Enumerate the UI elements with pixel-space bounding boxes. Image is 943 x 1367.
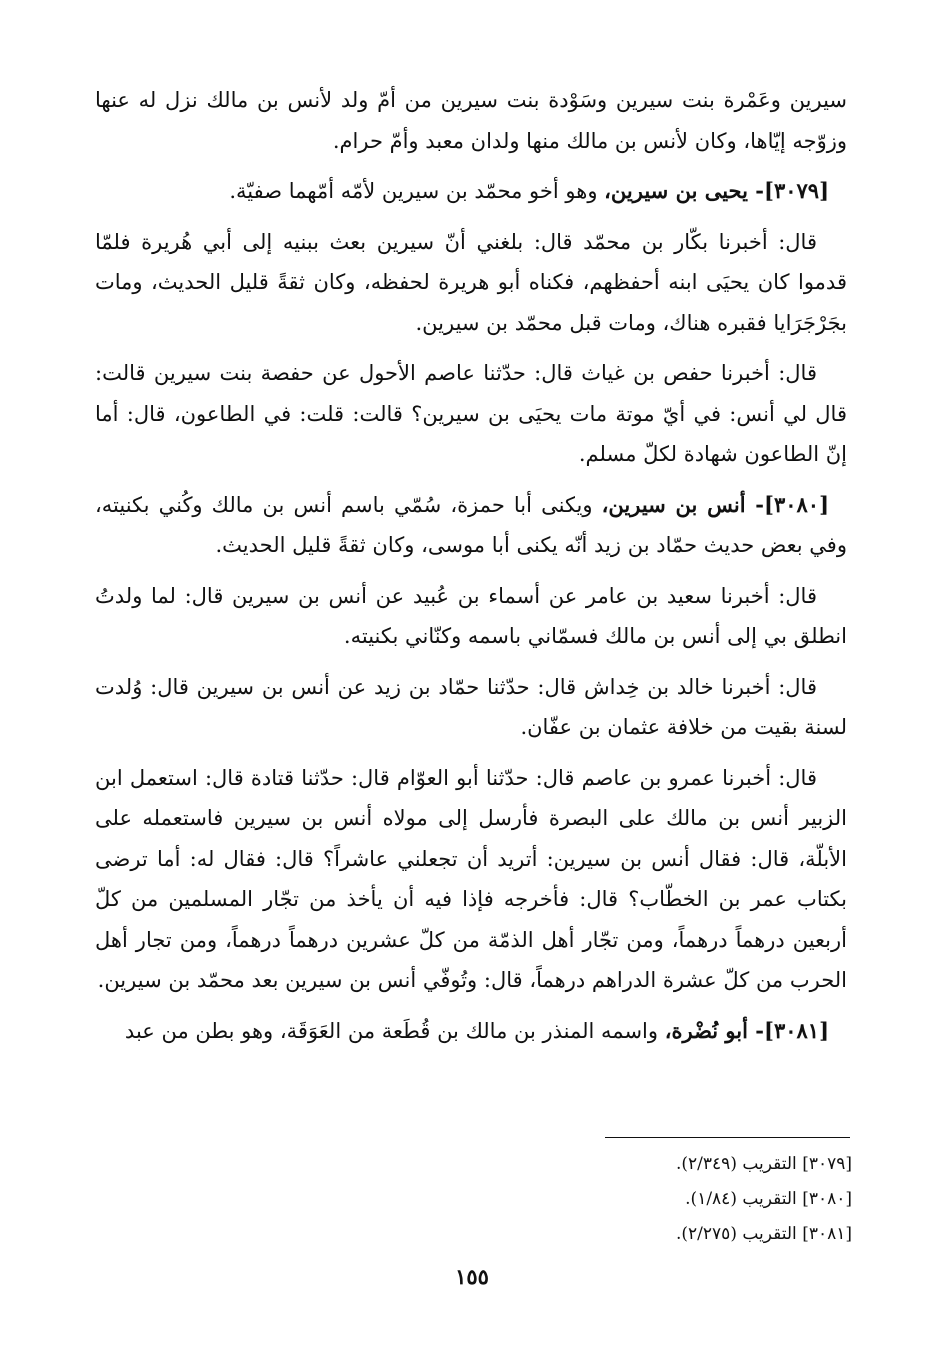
entry-3080 [95,485,847,566]
paragraph-7-text: قال: أخبرنا خالد بن خِداش قال: حدّثنا حمّاد بن زيد عن أنس بن سيرين قال: وُلدت لسنة بقيت من خلافة عثمان بن عفّان. [95,674,847,739]
paragraph-7 [95,667,847,748]
footnote-3080: [٣٠٨٠] التقريب (١/٨٤). [685,1189,852,1209]
paragraph-3 [95,222,847,344]
footnote-3079: [٣٠٧٩] التقريب (٢/٣٤٩). [676,1154,852,1174]
footnote-divider [605,1137,850,1138]
paragraph-3-text: قال: أخبرنا بكّار بن محمّد قال: بلغني أنّ سيرين بعث ببنيه إلى أبي هُريرة فلمّا قدموا كان يحيَى ابنه أحفظهم، فكناه أبو هريرة لحفظه، وكان ثقةً قليل الحديث، ومات بجَرْجَرَايا فقبره هناك، ومات قبل محمّد بن سيرين. [95,229,847,335]
paragraph-8 [95,758,847,1001]
paragraph-8-text: قال: أخبرنا عمرو بن عاصم قال: حدّثنا أبو العوّام قال: حدّثنا قتادة قال: استعمل ابن الزبير أنس بن مالك على البصرة فأرسل إلى مولاه أنس بن سيرين فاستعمله على الأبلّة، قال: فقال أنس بن سيرين: أتريد أن تجعلني عاشراً؟ قال: فقال له: أما ترضى بكتاب عمر بن الخطّاب؟ قال: فأخرجه فإذا فيه أن يأخذ من تجّار المسلمين من كلّ أربعين درهماً درهماً، ومن تجّار أهل الذمّة من كلّ عشرين درهماً درهماً، ومن تجار أهل الحرب من كلّ عشرة الدراهم درهماً، قال: وتُوفّي أنس بن سيرين بعد محمّد بن سيرين. [95,765,847,992]
page-number: ١٥٥ [455,1264,489,1289]
paragraph-1 [95,80,847,161]
entry-3081-text: واسمه المنذر بن مالك بن قُطَعة من العَوَقَة، وهو بطن من عبد [124,1018,665,1043]
paragraph-4 [95,353,847,475]
footnotes [400,1147,852,1252]
entry-3079-text: وهو أخو محمّد بن سيرين لأمّه أمّهما صفيّة. [229,179,605,203]
entry-3079-heading: [٣٠٧٩]- يحيى بن سيرين، [604,178,829,203]
entry-3079 [95,171,847,212]
entry-3081-heading: [٣٠٨١]- أبو نُضْرة، [664,1017,829,1043]
paragraph-4-text: قال: أخبرنا حفص بن غياث قال: حدّثنا عاصم الأحول عن حفصة بنت سيرين قالت: قال لي أنس: في أيّ موتة مات يحيَى بن سيرين؟ قالت: قلت: في الطاعون، قال: أما إنّ الطاعون شهادة لكلّ مسلم. [95,361,847,466]
entry-3080-heading: [٣٠٨٠]- أنس بن سيرين، [601,491,830,517]
footnote-3081: [٣٠٨١] التقريب (٢/٢٧٥). [676,1224,852,1244]
page-body [95,80,847,1061]
entry-3080-text: ويكنى أبا حمزة، سُمّي باسم أنس بن مالك وكُني بكنيته، وفي بعض حديث حمّاد بن زيد أنّه يكنى أبا موسى، وكان ثقةً قليل الحديث. [95,492,847,557]
entry-3081 [95,1011,847,1052]
paragraph-6 [95,576,847,657]
paragraph-1-text: سيرين وعَمْرة بنت سيرين وسَوْدة بنت سيرين من أمّ ولد لأنس بن مالك نزل له عنها وزوّجه إيّاها، وكان لأنس بن مالك منها ولدان معبد وأمّ حرام. [95,88,847,153]
paragraph-6-text: قال: أخبرنا سعيد بن عامر عن أسماء بن عُبيد عن أنس بن سيرين قال: لما ولدتُ انطلق بي إلى أنس بن مالك فسمّاني باسمه وكنّاني بكنيته. [95,583,847,648]
